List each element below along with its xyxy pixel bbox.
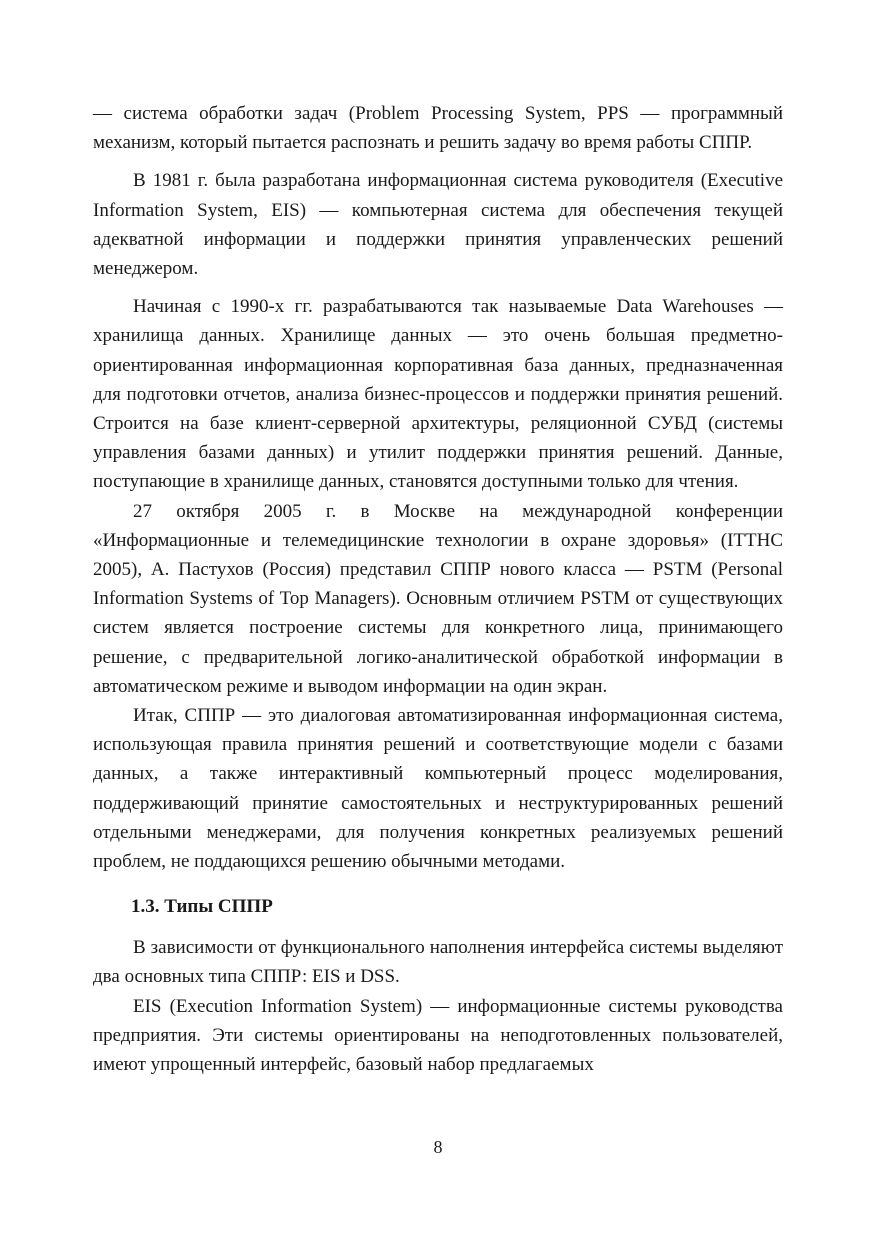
list-item-pps: — система обработки задач (Problem Processing System, PPS — программный механизм, который пытается распознать и решить задачу во время работы СППР. <box>93 103 783 154</box>
page-body <box>93 99 783 1079</box>
page-number: 8 <box>433 1137 443 1157</box>
paragraph-sppr-types: В зависимости от функционального наполнения интерфейса системы выделяют два основных типа СППР: EIS и DSS. <box>93 937 783 988</box>
paragraph-eis-definition: EIS (Execution Information System) — информационные системы руководства предприятия. Эти системы ориентированы на неподготовленных пользователей, имеют упрощенный интерфейс, базовый набор предлагаемых <box>93 995 783 1076</box>
paragraph-data-warehouses: Начиная с 1990-х гг. разрабатываются так называемые Data Warehouses — хранилища данных. Хранилище данных — это очень большая предметно- ориентированная информационная корпоративная база данных, предназначенная для подготовки отчетов, анализа бизнес-процессов и поддержки принятия решений. Строится на базе клиент-серверной архитектуры, реляционной СУБД (системы управления базами данных) и утилит поддержки принятия решений. Данные, поступающие в хранилище данных, становятся доступными только для чтения. <box>93 296 783 493</box>
paragraph-eis-1981: В 1981 г. была разработана информационная система руководителя (Executive Information System, EIS) — компьютерная система для обеспечения текущей адекватной информации и поддержки принятия управленческих решений менеджером. <box>93 170 783 280</box>
paragraph-pstm: 27 октября 2005 г. в Москве на международной конференции «Информационные и телемедицинские технологии в охране здоровья» (ITTHC 2005), А. Пастухов (Россия) представил СППР нового класса — PSTM (Personal Information Systems of Top Managers). Основным отличием PSTM от существующих систем является построение системы для конкретного лица, принимающего решение, с предварительной логико-аналитической обработкой информации в автоматическом режиме и выводом информации на один экран. <box>93 500 783 697</box>
section-heading: 1.3. Типы СППР <box>131 896 273 918</box>
paragraph-sppr-definition: Итак, СППР — это диалоговая автоматизированная информационная система, использующая правила принятия решений и соответствующие модели с базами данных, а также интерактивный компьютерный процесс моделирования, поддерживающий принятие самостоятельных и неструктурированных решений отдельными менеджерами, для получения конкретных реализуемых решений проблем, не поддающихся решению обычными методами. <box>93 705 783 873</box>
